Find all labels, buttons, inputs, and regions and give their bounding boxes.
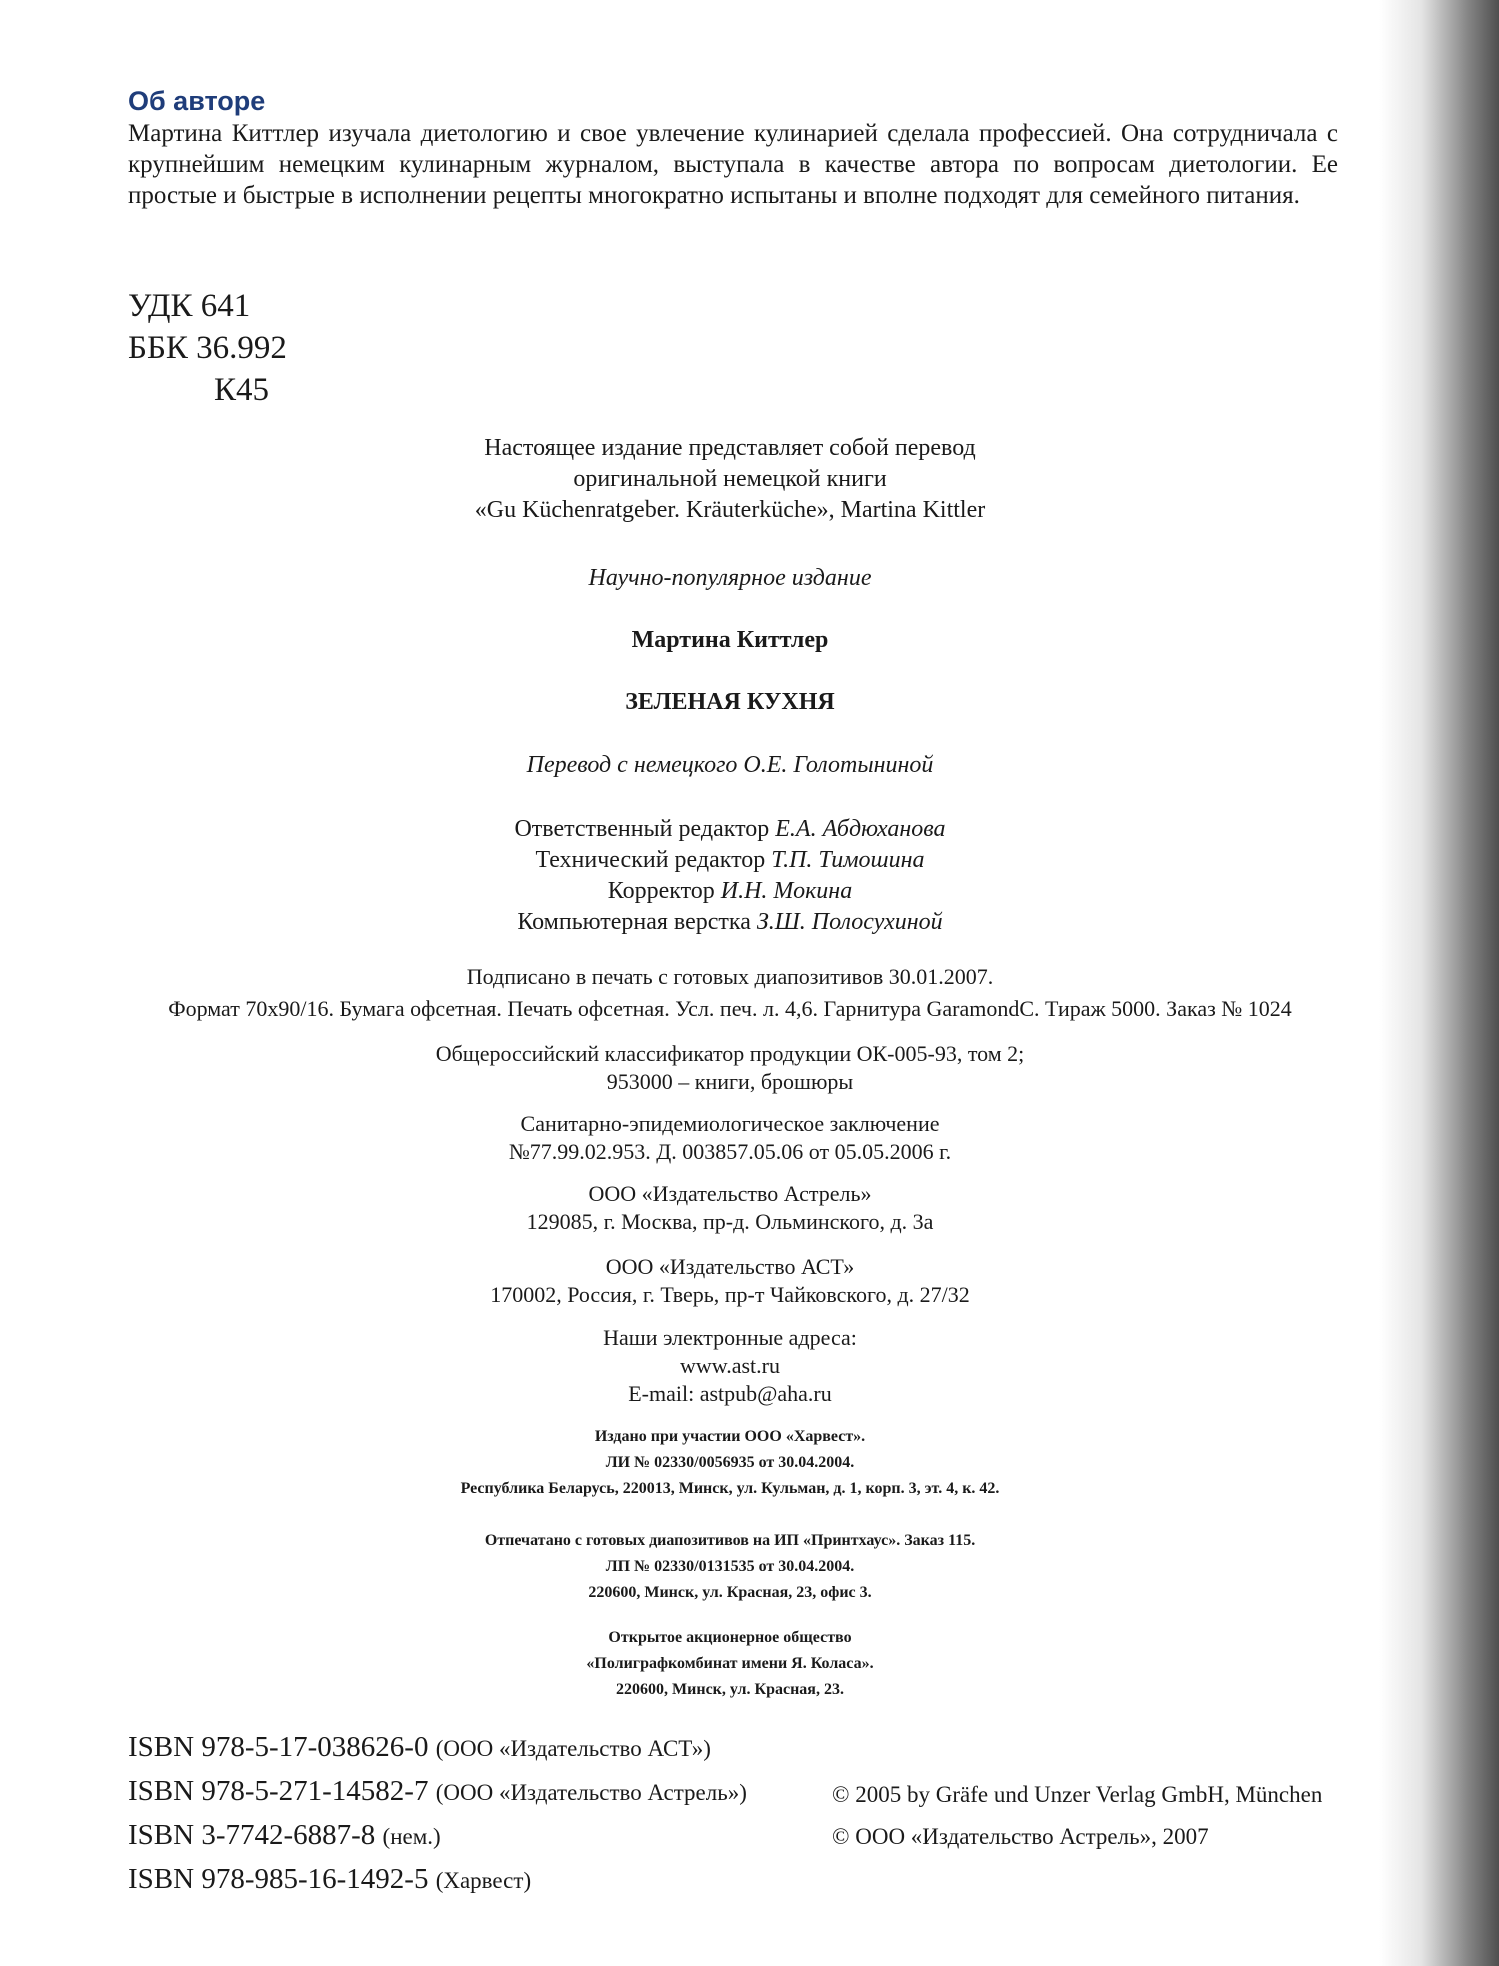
staff-role: Корректор [607,878,715,904]
sanitary-line: Санитарно-эпидемиологическое заключение [520,1111,940,1136]
staff-role: Компьютерная верстка [517,909,751,935]
translation-line: «Gu Küchenratgeber. Kräuterküche», Martina Kittler [474,497,986,523]
isbn-list [128,1726,747,1902]
classifier-line: Общероссийский классификатор продукции ОК-005-93, том 2; [435,1041,1025,1066]
staff-name: И.Н. Мокина [720,878,853,904]
printhaus-line: 220600, Минск, ул. Красная, 23, офис 3. [588,1584,872,1601]
translation-note [130,433,1330,526]
publisher-line: 170002, Россия, г. Тверь, пр-т Чайковского, д. 27/32 [490,1282,970,1307]
staff-line [130,814,1330,845]
about-author-section [128,86,1338,211]
book-author: Мартина Киттлер [631,627,829,653]
isbn-code: ISBN 978-985-16-1492-5 [128,1863,429,1895]
about-text: Мартина Киттлер изучала диетологию и свое увлечение кулинарией сделала профессией. Она сотрудничала с крупнейшим немецким кулинарным журналом, выступала в качестве автора по вопросам диетологии. Ее простые и быстрые в исполнении рецепты многократно испытаны и вполне подходят для семейного питания. [128,120,1338,209]
contacts-line: www.ast.ru [680,1353,780,1378]
isbn-line [128,1726,747,1770]
edition-type: Научно-популярное издание [588,565,872,591]
staff-credits [130,814,1330,938]
staff-line [130,845,1330,876]
staff-name: Е.А. Абдюханова [775,816,946,842]
copyright-block [832,1774,1322,1858]
contacts-line: E-mail: astpub@aha.ru [628,1381,832,1406]
staff-name: З.Ш. Полосухиной [756,909,943,935]
staff-name: Т.П. Тимошина [771,847,925,873]
translator-credit: Перевод с немецкого О.Е. Голотыниной [526,752,934,778]
contacts-line: Наши электронные адреса: [603,1325,857,1350]
translation-line: оригинальной немецкой книги [573,466,887,492]
isbn-code: ISBN 978-5-271-14582-7 [128,1775,429,1807]
publisher-ast [130,1253,1330,1309]
staff-role: Ответственный редактор [514,816,770,842]
staff-line [130,907,1330,938]
publisher-line: ООО «Издательство АСТ» [605,1254,855,1279]
publisher-line: 129085, г. Москва, пр-д. Ольминского, д. 3а [526,1209,934,1234]
isbn-line [128,1858,747,1902]
isbn-publisher: (ООО «Издательство Астрель») [435,1780,747,1805]
author-mark: К45 [214,372,270,408]
classifier-block [130,1040,1330,1096]
printhaus-line: Отпечатано с готовых диапозитивов на ИП «Принтхаус». Заказ 115. [484,1532,976,1549]
about-heading: Об авторе [128,86,266,116]
kolas-line: Открытое акционерное общество [608,1629,852,1646]
staff-line [130,876,1330,907]
publisher-line: ООО «Издательство Астрель» [588,1181,872,1206]
copyright-line: © 2005 by Gräfe und Unzer Verlag GmbH, München [832,1782,1323,1807]
bbk-code: ББК 36.992 [128,330,287,366]
harvest-line: ЛИ № 02330/0056935 от 30.04.2004. [605,1454,855,1471]
kolas-line: «Полиграфкомбинат имени Я. Коласа». [586,1655,874,1672]
translation-line: Настоящее издание представляет собой перевод [484,435,976,461]
isbn-code: ISBN 978-5-17-038626-0 [128,1731,429,1763]
isbn-line [128,1814,747,1858]
isbn-publisher: (ООО «Издательство АСТ») [435,1736,711,1761]
harvest-line: Издано при участии ООО «Харвест». [594,1428,866,1445]
kolas-line: 220600, Минск, ул. Красная, 23. [616,1681,844,1698]
printhaus-block [130,1528,1330,1606]
isbn-publisher: (Харвест) [435,1868,532,1893]
isbn-code: ISBN 3-7742-6887-8 [128,1819,376,1851]
sanitary-block [130,1110,1330,1166]
harvest-block [130,1424,1330,1502]
classifier-line: 953000 – книги, брошюры [606,1069,854,1094]
harvest-line: Республика Беларусь, 220013, Минск, ул. Кульман, д. 1, корп. 3, эт. 4, к. 42. [460,1480,1000,1497]
print-signed: Подписано в печать с готовых диапозитивов 30.01.2007. [466,964,994,989]
sanitary-line: №77.99.02.953. Д. 003857.05.06 от 05.05.2006 г. [508,1139,952,1164]
contacts-block [130,1324,1330,1408]
isbn-publisher: (нем.) [382,1824,441,1849]
copyright-line: © ООО «Издательство Астрель», 2007 [832,1824,1209,1849]
book-title: ЗЕЛЕНАЯ КУХНЯ [625,689,835,715]
classification-codes [128,285,287,411]
udk-code: УДК 641 [128,288,251,324]
isbn-line [128,1770,747,1814]
printhaus-line: ЛП № 02330/0131535 от 30.04.2004. [605,1558,855,1575]
kolas-block [130,1625,1330,1703]
print-format: Формат 70х90/16. Бумага офсетная. Печать офсетная. Усл. печ. л. 4,6. Гарнитура GaramondC. Тираж 5000. Заказ № 1024 [168,996,1292,1021]
page-edge-shadow [1379,0,1499,1966]
staff-role: Технический редактор [535,847,766,873]
publisher-astrel [130,1180,1330,1236]
